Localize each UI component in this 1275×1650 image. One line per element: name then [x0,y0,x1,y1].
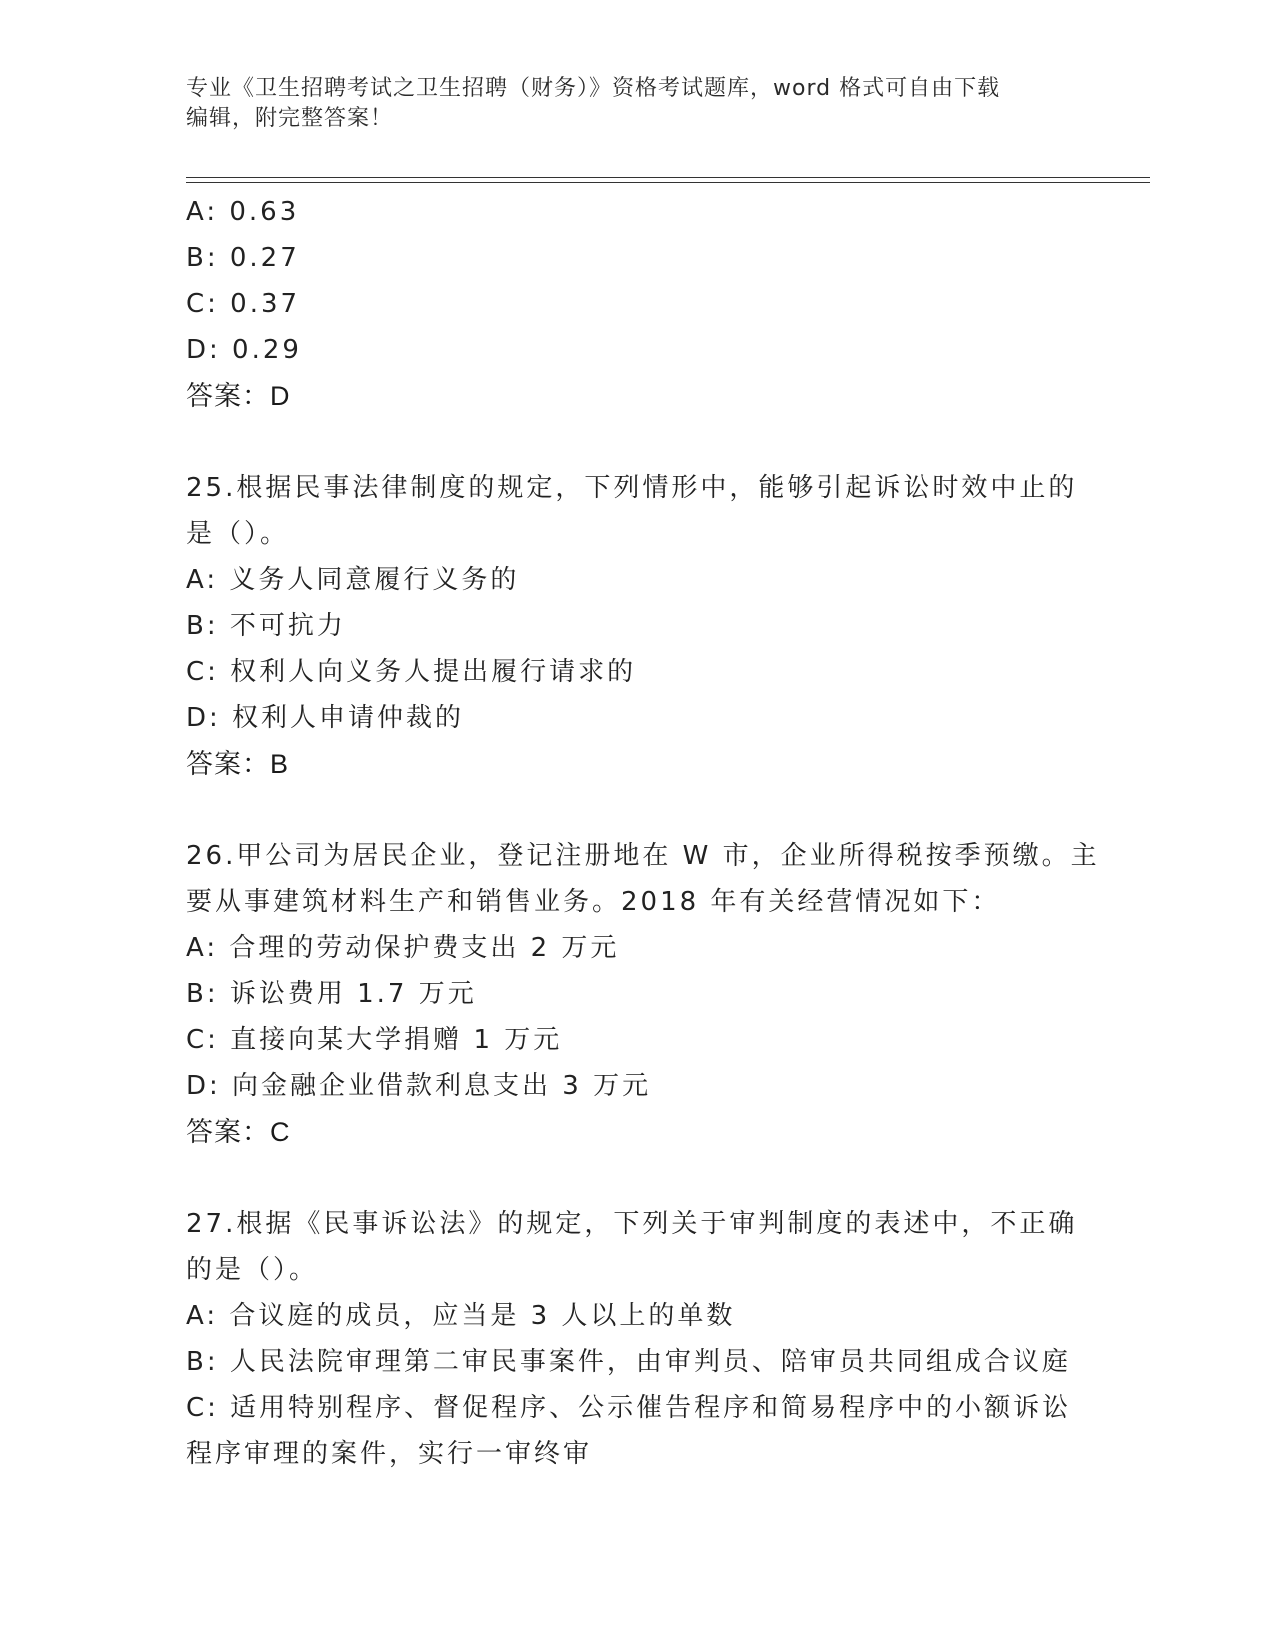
question-stem-continued: 要从事建筑材料生产和销售业务。2018 年有关经营情况如下： [186,887,1001,917]
header-rule-bottom [186,182,1150,183]
question-stem-continued: 的是（）。 [186,1255,319,1285]
previous-question [186,189,1066,419]
option-a: A: 义务人同意履行义务的 [186,565,520,595]
answer-line: 答案：C [186,1117,291,1147]
option-b: B: 诉讼费用 1.7 万元 [186,979,477,1009]
question-27 [186,1201,1078,1477]
option-c: C: 权利人向义务人提出履行请求的 [186,657,637,687]
option-c: C: 直接向某大学捐赠 1 万元 [186,1025,563,1055]
option-b: B: 人民法院审理第二审民事案件，由审判员、陪审员共同组成合议庭 [186,1347,1071,1377]
option-d: D: 向金融企业借款利息支出 3 万元 [186,1071,652,1101]
option-d: D: 0.29 [186,335,302,365]
question-26 [186,833,1100,1155]
question-stem: 25.根据民事法律制度的规定，下列情形中，能够引起诉讼时效中止的 [186,473,1078,503]
option-b: B: 0.27 [186,243,300,273]
spacer [186,787,1066,833]
question-content [186,189,1100,1477]
option-c: C: 0.37 [186,289,301,319]
question-stem: 27.根据《民事诉讼法》的规定，下列关于审判制度的表述中，不正确 [186,1209,1078,1239]
answer-line: 答案：B [186,749,290,779]
spacer [186,419,1066,465]
answer-line: 答案：D [186,381,291,411]
option-c-continued: 程序审理的案件，实行一审终审 [186,1439,593,1469]
question-stem: 26.甲公司为居民企业，登记注册地在 W 市，企业所得税按季预缴。主 [186,841,1100,871]
option-a: A: 0.63 [186,197,300,227]
question-25 [186,465,1078,787]
option-a: A: 合议庭的成员，应当是 3 人以上的单数 [186,1301,736,1331]
option-c: C: 适用特别程序、督促程序、公示催告程序和简易程序中的小额诉讼 [186,1393,1072,1423]
header-line-2: 编辑，附完整答案！ [186,106,394,131]
document-header [186,74,1066,134]
option-b: B: 不可抗力 [186,611,346,641]
question-stem-continued: 是（）。 [186,519,290,549]
header-rule-top [186,177,1150,178]
header-line-1: 专业《卫生招聘考试之卫生招聘（财务）》资格考试题库，word 格式可自由下载 [186,76,1001,101]
option-a: A: 合理的劳动保护费支出 2 万元 [186,933,620,963]
option-d: D: 权利人申请仲裁的 [186,703,465,733]
spacer [186,1155,1066,1201]
